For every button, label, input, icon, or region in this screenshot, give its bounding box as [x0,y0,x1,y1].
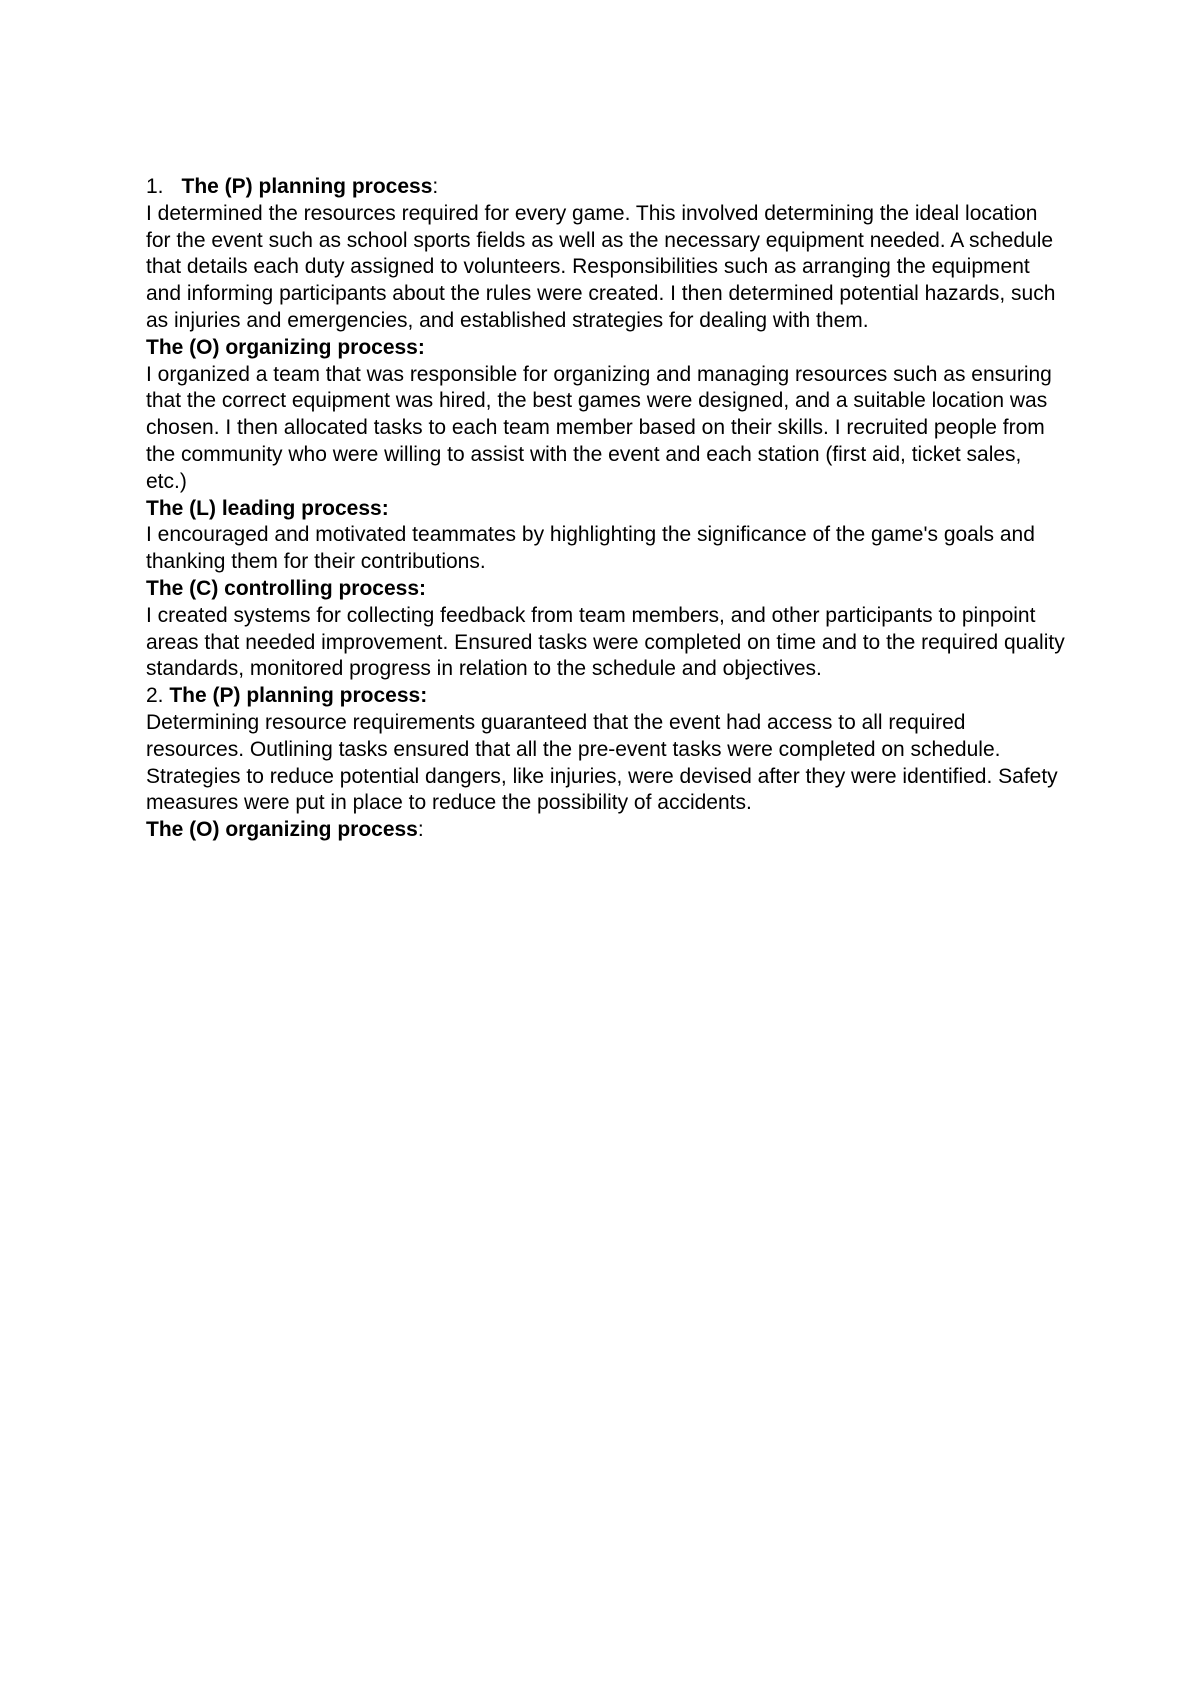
paragraph-leading: I encouraged and motivated teammates by highlighting the significance of the game's goals and thanking them for their contributions. [146,523,1035,574]
list-number-1: 1. [146,175,164,198]
heading-organizing-process: The (O) organizing process: [146,335,425,359]
heading-organizing-process-2: The (O) organizing process [146,818,418,842]
heading-planning-process-2: The (P) planning process: [169,684,428,708]
paragraph-planning: I determined the resources required for every game. This involved determining the ideal location for the event such as school sports fields as well as the necessary equipment needed. A schedule that details each duty assigned to volunteers. Responsibilities such as arranging the equipment and informing participants about the rules were created. I then determined potential hazards, such as injuries and emergencies, and established strategies for dealing with them. [146,201,1056,332]
section-2-heading-line [146,683,1066,710]
heading-colon: : [432,175,439,198]
section-1-heading-line [146,174,1066,201]
heading-leading-process: The (L) leading process: [146,496,389,520]
heading-colon-2: : [417,818,424,842]
heading-controlling-process: The (C) controlling process: [146,576,427,600]
document-body [146,174,1066,844]
list-number-2: 2. [146,684,164,708]
heading-planning-process: The (P) planning process [181,175,433,198]
paragraph-organizing: I organized a team that was responsible for organizing and managing resources such as ensuring that the correct equipment was hired, the best games were designed, and a suitable location was chosen. I then allocated tasks to each team member based on their skills. I recruited people from the community who were willing to assist with the event and each station (first aid, ticket sales, etc.) [146,362,1052,493]
paragraph-controlling: I created systems for collecting feedback from team members, and other participants to pinpoint areas that needed improvement. Ensured tasks were completed on time and to the required quality standards, monitored progress in relation to the schedule and objectives. [146,603,1065,681]
organizing-heading-line-2 [146,817,1066,844]
paragraph-planning-2: Determining resource requirements guaranteed that the event had access to all required resources. Outlining tasks ensured that all the pre-event tasks were completed on schedule. Strategies to reduce potential dangers, like injuries, were devised after they were identified. Safety measures were put in place to reduce the possibility of accidents. [146,710,1058,815]
